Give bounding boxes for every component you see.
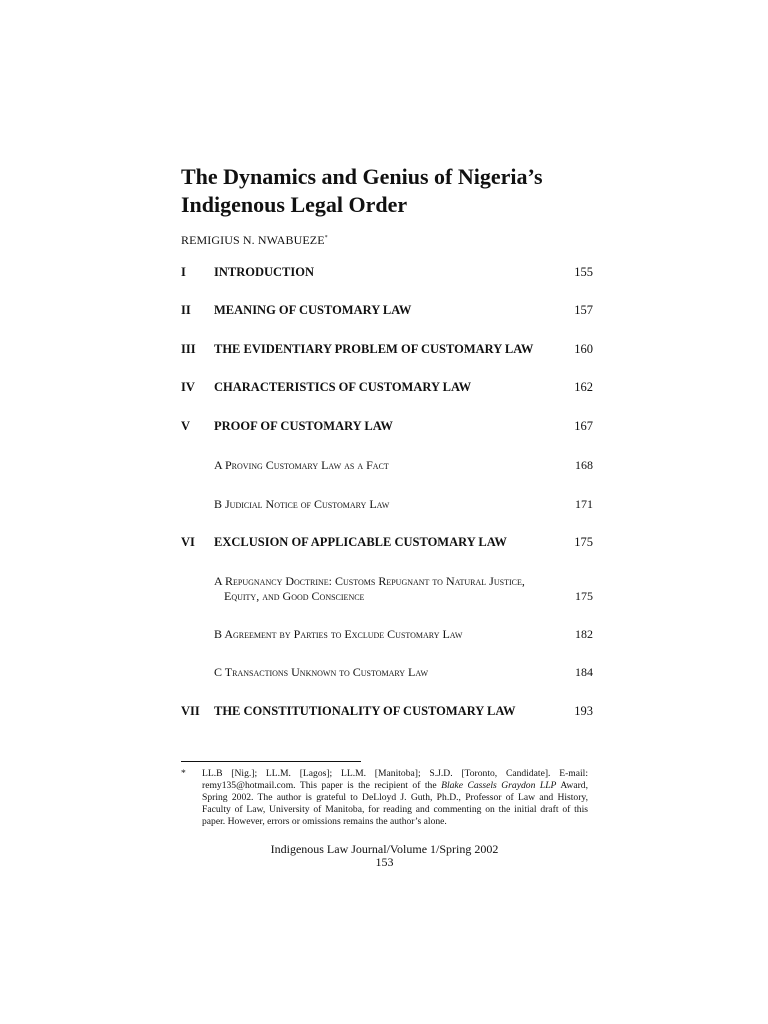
footnote-divider: [181, 761, 361, 762]
toc-label: INTRODUCTION: [214, 265, 315, 279]
toc-sub-label: B Judicial Notice of Customary Law: [214, 497, 390, 511]
footnote-part-1: LL.B [Nig.]; LL.M. [Lagos]; LL.M. [Manitoba]; S.J.D. [Toronto, Candidate]. E-mail: remy135@hotmail.com. This paper is the recipient of the: [202, 768, 588, 791]
toc-sub-page: 171: [575, 497, 593, 511]
page-number: 153: [375, 855, 394, 869]
toc-sub-row[interactable]: [214, 497, 593, 512]
toc-label: MEANING OF CUSTOMARY LAW: [214, 303, 412, 317]
journal-citation: Indigenous Law Journal/Volume 1/Spring 2002: [270, 842, 499, 856]
toc-sub-label: A Proving Customary Law as a Fact: [214, 458, 389, 472]
footnote: [181, 768, 588, 828]
toc-sub-label: C Transactions Unknown to Customary Law: [214, 665, 429, 679]
toc-label: THE CONSTITUTIONALITY OF CUSTOMARY LAW: [214, 704, 516, 718]
title-line-2: Indigenous Legal Order: [181, 192, 408, 217]
toc-label: CHARACTERISTICS OF CUSTOMARY LAW: [214, 380, 472, 394]
footnote-part-2: Award, Spring 2002. The author is grateful to DeLloyd J. Guth, Ph.D., Professor of Law and History, Faculty of Law, University of Manitoba, for reading and commenting on the initial draft of this paper. However, errors or omissions remains the author’s alone.: [202, 780, 588, 827]
toc-page: 193: [574, 704, 593, 718]
toc-number: VII: [181, 704, 200, 718]
award-name: Blake Cassels Graydon LLP: [441, 780, 557, 791]
toc-number: VI: [181, 535, 195, 549]
toc-number: I: [181, 265, 186, 279]
toc-sub-page: 182: [575, 627, 593, 641]
toc-number: V: [181, 419, 191, 433]
toc-sub-row[interactable]: [214, 458, 593, 473]
toc-page: 175: [574, 535, 593, 549]
toc-sub-label: B Agreement by Parties to Exclude Customary Law: [214, 627, 463, 641]
author-name: REMIGIUS N. NWABUEZE: [181, 233, 325, 247]
toc-sub-page: 175: [575, 589, 593, 603]
toc-sub-row[interactable]: [214, 627, 593, 642]
toc-sub-label-continued: Equity, and Good Conscience: [224, 589, 365, 603]
toc-sub-row[interactable]: [214, 665, 593, 680]
footnote-text: [202, 768, 588, 828]
toc-number: IV: [181, 380, 195, 394]
toc-number: III: [181, 342, 196, 356]
toc-page: 160: [574, 342, 593, 356]
toc-page: 157: [574, 303, 593, 317]
toc-page: 167: [574, 419, 593, 433]
toc-number: II: [181, 303, 191, 317]
author-footnote-mark[interactable]: *: [324, 235, 328, 241]
toc-sub-page: 184: [575, 665, 593, 679]
footnote-mark: *: [181, 768, 186, 779]
toc-page: 162: [574, 380, 593, 394]
toc-sub-row[interactable]: [214, 574, 593, 604]
toc-label: EXCLUSION OF APPLICABLE CUSTOMARY LAW: [214, 535, 507, 549]
toc-sub-page: 168: [575, 458, 593, 472]
toc-label: PROOF OF CUSTOMARY LAW: [214, 419, 393, 433]
toc-page: 155: [574, 265, 593, 279]
journal-footer: [181, 843, 588, 869]
title-line-1: The Dynamics and Genius of Nigeria’s: [181, 164, 543, 189]
toc-sub-label: A Repugnancy Doctrine: Customs Repugnant to Natural Justice,: [214, 574, 525, 588]
toc-label: THE EVIDENTIARY PROBLEM OF CUSTOMARY LAW: [214, 342, 534, 356]
